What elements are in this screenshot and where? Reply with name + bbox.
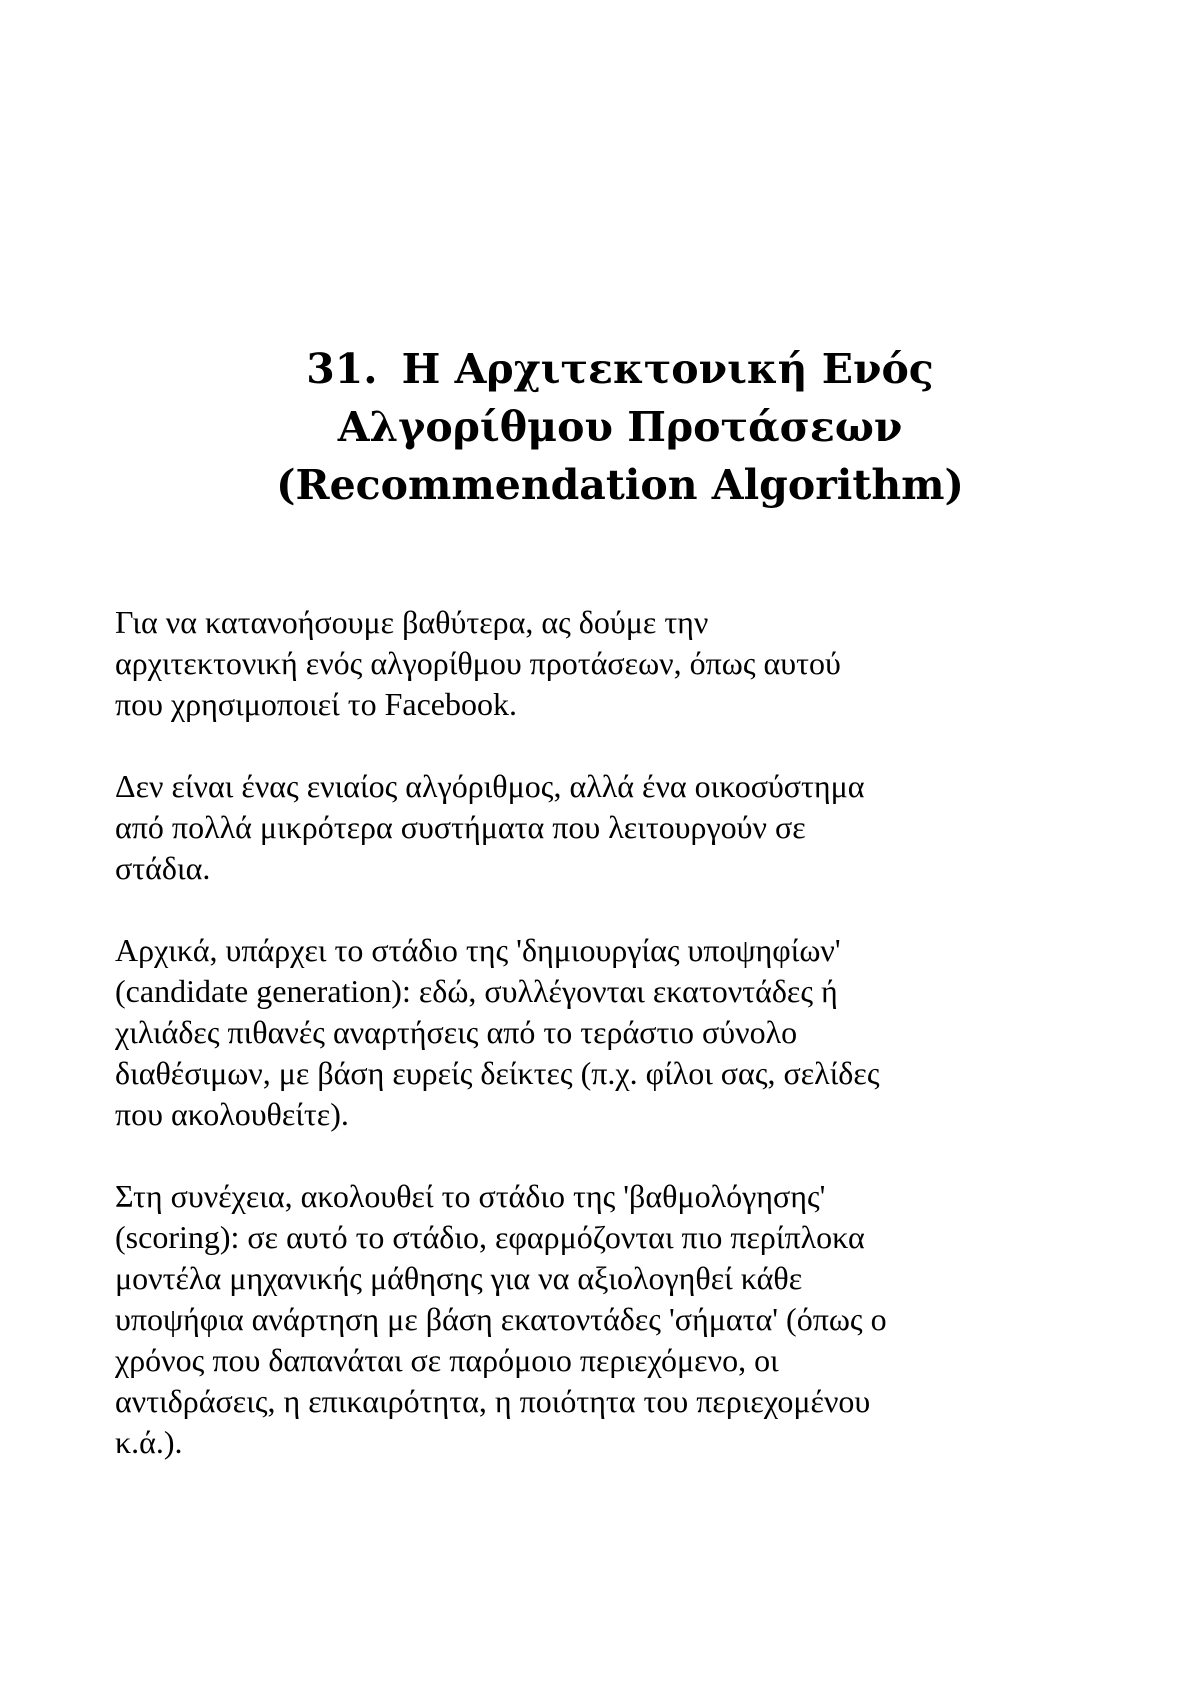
- paragraph-line: χρόνος που δαπανάται σε παρόμοιο περιεχόμενο, οι: [115, 1342, 779, 1378]
- chapter-title-line-3: (Recommendation Algorithm): [276, 461, 964, 509]
- paragraph-line: μοντέλα μηχανικής μάθησης για να αξιολογηθεί κάθε: [115, 1260, 803, 1296]
- paragraph-2: [115, 766, 1115, 889]
- paragraph-line: αρχιτεκτονική ενός αλγορίθμου προτάσεων, όπως αυτού: [115, 645, 841, 681]
- paragraph-line: διαθέσιμων, με βάση ευρείς δείκτες (π.χ. φίλοι σας, σελίδες: [115, 1055, 880, 1091]
- paragraph-line: στάδια.: [115, 850, 211, 886]
- paragraph-line: που ακολουθείτε).: [115, 1096, 349, 1132]
- chapter-title-line-2: Αλγορίθμου Προτάσεων: [337, 403, 903, 451]
- paragraph-1: [115, 602, 1115, 725]
- paragraph-line: αντιδράσεις, η επικαιρότητα, η ποιότητα του περιεχομένου: [115, 1383, 871, 1419]
- paragraph-line: Αρχικά, υπάρχει το στάδιο της 'δημιουργίας υποψηφίων': [115, 932, 841, 968]
- chapter-heading: [180, 340, 1060, 514]
- chapter-title-line-1: Η Αρχιτεκτονική Ενός: [401, 345, 934, 393]
- paragraph-4: [115, 1176, 1115, 1463]
- paragraph-line: κ.ά.).: [115, 1424, 183, 1460]
- paragraph-line: που χρησιμοποιεί το Facebook.: [115, 686, 517, 722]
- paragraph-3: [115, 930, 1115, 1135]
- paragraph-line: (scoring): σε αυτό το στάδιο, εφαρμόζονται πιο περίπλοκα: [115, 1219, 865, 1255]
- chapter-heading-line-1: [180, 340, 1060, 398]
- paragraph-line: από πολλά μικρότερα συστήματα που λειτουργούν σε: [115, 809, 806, 845]
- paragraph-line: Στη συνέχεια, ακολουθεί το στάδιο της 'βαθμολόγησης': [115, 1178, 826, 1214]
- paragraph-line: Δεν είναι ένας ενιαίος αλγόριθμος, αλλά ένα οικοσύστημα: [115, 768, 865, 804]
- paragraph-line: χιλιάδες πιθανές αναρτήσεις από το τεράστιο σύνολο: [115, 1014, 798, 1050]
- paragraph-line: υποψήφια ανάρτηση με βάση εκατοντάδες 'σήματα' (όπως ο: [115, 1301, 887, 1337]
- chapter-number: 31.: [306, 345, 378, 393]
- paragraph-line: Για να κατανοήσουμε βαθύτερα, ας δούμε την: [115, 604, 709, 640]
- body-text: [115, 602, 1115, 1504]
- paragraph-line: (candidate generation): εδώ, συλλέγονται εκατοντάδες ή: [115, 973, 838, 1009]
